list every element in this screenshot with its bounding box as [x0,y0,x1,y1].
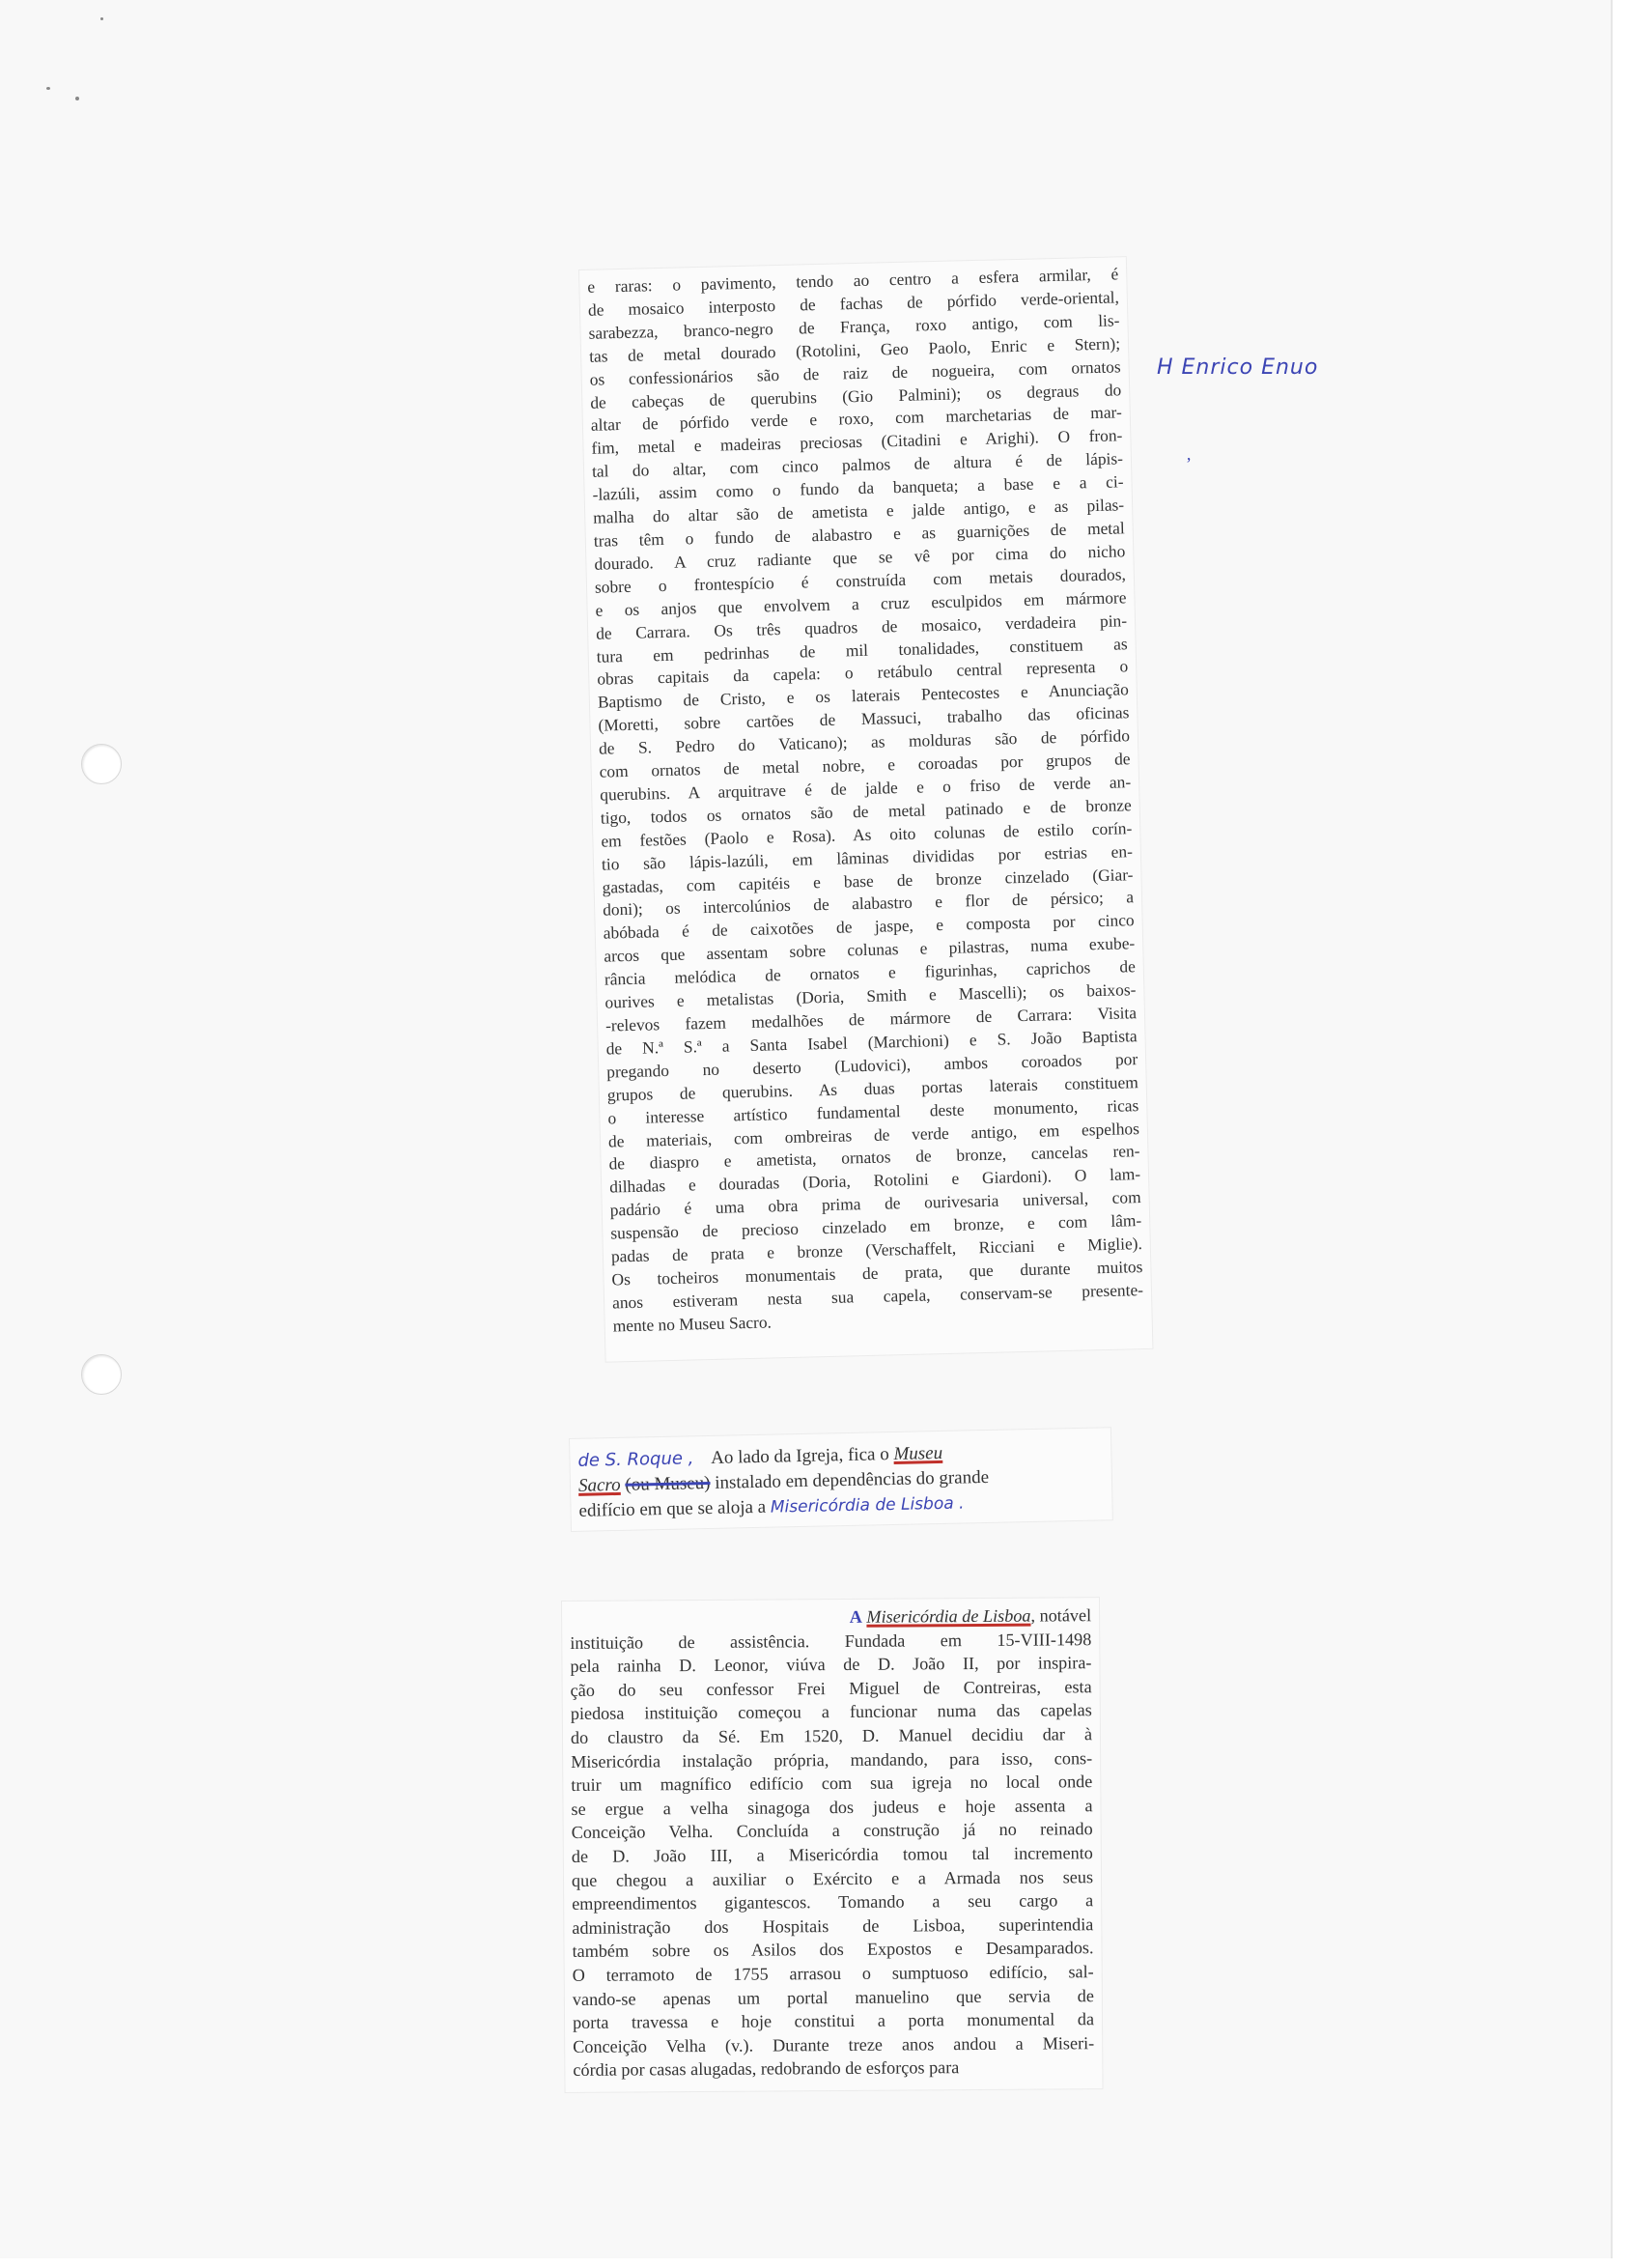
text-line: instituição de assistência. Fundada em 15-VIII-1498 [570,1629,1092,1653]
text-line: tras têm o fundo de alabastro e as guarnições de metal [593,518,1125,551]
text-line: tigo, todos os ornatos são de metal patinado e de bronze [600,795,1132,828]
text-line: porta travessa e hoje constitui a porta monumental da [572,2009,1095,2033]
text-line: altar de pórfido verde e roxo, com marchetarias de mar- [590,402,1122,436]
handwritten-insert: de S. Roque , [577,1448,694,1471]
speck [46,87,50,90]
text-line: tio são lápis-lazúli, em lâminas divididas por estrias en- [601,840,1134,874]
text-line: o interesse artístico fundamental deste monumento, ricas [607,1094,1139,1128]
text-line: suspensão de precioso cinzelado em bronze, e com lâm- [610,1210,1142,1243]
text-line: em festões (Paolo e Rosa). As oito colunas de estilo corín- [601,817,1133,851]
handwritten-insert: Misericórdia de Lisboa . [770,1493,965,1517]
text-line: piedosa instituição começou a funcionar numa das capelas [570,1700,1092,1724]
text-line: Conceição Velha (v.). Durante treze anos andou a Miseri- [573,2032,1095,2056]
museu-sacro-paragraph [577,1437,1105,1523]
text-line: Misericórdia instalação própria, mandando, para isso, cons- [571,1747,1093,1772]
handwritten-margin-note: H Enrico Enuo [1157,355,1319,380]
text-line: pregando no deserto (Ludovici), ambos coroados por [606,1048,1138,1082]
text-line: padário é uma obra prima de ourivesaria universal, com [609,1187,1141,1220]
text-line: dilhadas e douradas (Doria, Rotolini e Giardoni). O lam- [608,1164,1141,1197]
text-line: administração dos Hospitais de Lisboa, superintendia [572,1914,1094,1938]
text-line: -lazúli, assim como o fundo da banqueta; a base e a ci- [592,471,1124,504]
text-line: anos estiveram nesta sua capela, conservam-se presente- [611,1279,1144,1313]
text-line: pela rainha D. Leonor, viúva de D. João II, por inspira- [570,1653,1092,1677]
text-line: -relevos fazem medalhões de mármore de Carrara: Visita [604,1003,1138,1035]
text-line: fim, metal e madeiras preciosas (Citadini e Arighi). O fron- [591,425,1123,459]
heading-tail: , notável [1030,1605,1092,1626]
text-line: também sobre os Asilos dos Expostos e Desamparados. [572,1938,1094,1962]
speck [100,17,103,20]
text-line: de mosaico interposto de fachas de pórfido verde-oriental, [587,287,1120,320]
text-line: grupos de querubins. As duas portas laterais constituem [606,1071,1138,1105]
pen-mark: ʼ [1186,454,1192,473]
text-line: empreendimentos gigantescos. Tomando a seu cargo a [572,1890,1094,1914]
text-line: de diaspro e ametista, ornatos de bronze, cancelas ren- [608,1141,1140,1174]
text-segment: edifício em que se aloja a [578,1496,767,1521]
text-line: malha do altar são de ametista e jalde antigo, e as pilas- [593,495,1125,527]
text-line: de D. João III, a Misericórdia tomou tal incremento [571,1843,1093,1866]
text-segment: Ao lado da Igreja, fica o [710,1444,889,1468]
clipping-misericordia [562,1598,1103,2092]
text-line: (Moretti, sobre cartões de Massuci, trabalho das oficinas [598,702,1130,735]
text-line: sarabezza, branco-negro de França, roxo antigo, com lis- [588,310,1120,343]
text-segment: instalado em dependências do grande [715,1466,990,1493]
text-line: e os anjos que envolvem a cruz esculpidos em mármore [595,586,1127,620]
clipping-chapel-description [579,257,1152,1361]
text-line: tal do altar, com cinco palmos de altura é de lápis- [591,448,1124,481]
text-line: de materiais, com ombreiras de verde antigo, em espelhos [607,1118,1140,1151]
text-line: O terramoto de 1755 arrasou o sumptuoso edifício, sal- [572,1962,1094,1985]
punch-hole-top [81,744,122,784]
text-line: e raras: o pavimento, tendo ao centro a esfera armilar, é [587,264,1119,297]
text-line: mente no Museu Sacro. [612,1312,773,1336]
text-line: abóbada é de caixotões de jaspe, e composta por cinco [603,910,1135,943]
text-line: se ergue a velha sinagoga dos judeus e hoje assenta a [571,1795,1093,1819]
text-line: ção do seu confessor Frei Miguel de Contreiras, esta [570,1676,1092,1700]
text-line: rância melódica de ornatos e figurinhas, caprichos de [604,956,1137,989]
punch-hole-bottom [81,1354,122,1395]
misericordia-title: Misericórdia de Lisboa [866,1605,1031,1627]
text-line: com ornatos de metal nobre, e coroadas por grupos de [599,749,1131,781]
text-line: gastadas, com capitéis e base de bronze cinzelado (Giar- [602,864,1134,897]
text-line: ourives e metalistas (Doria, Smith e Mascelli); os baixos- [604,979,1137,1012]
text-line: truir um magnífico edifício com sua igreja no local onde [571,1772,1093,1796]
text-line: sobre o frontespício é construída com metais dourados, [594,564,1127,597]
text-line: os confessionários são de raiz de nogueira, com ornatos [589,355,1121,389]
text-line: padas de prata e bronze (Verschaffelt, Ricciani e Miglie). [610,1233,1143,1266]
lead-letter: A [849,1606,862,1627]
text-line: do claustro da Sé. Em 1520, D. Manuel decidiu dar à [570,1724,1093,1747]
struck-text: (ou Museu) [625,1472,711,1495]
text-line: de N.ª S.ª a Santa Isabel (Marchioni) e S. João Baptista [605,1026,1138,1059]
text-line: tura em pedrinhas de mil tonalidades, constituem as [596,633,1128,666]
text-line: Os tocheiros monumentais de prata, que durante muitos [611,1257,1143,1290]
museu-word: Museu [893,1442,943,1464]
misericordia-body [570,1628,1094,2083]
misericordia-heading-line [570,1603,1091,1630]
text-line: Baptismo de Cristo, e os laterais Pentecostes e Anunciação [597,679,1130,712]
sacro-word: Sacro [577,1474,621,1496]
text-line: arcos que assentam sobre colunas e pilastras, numa exube- [604,933,1136,966]
text-line: de S. Pedro do Vaticano); as molduras são de pórfido [598,725,1131,758]
clipping-museu-sacro [570,1428,1112,1531]
text-line: de cabeças de querubins (Gio Palmini); os degraus do [590,379,1122,412]
text-line: de Carrara. Os três quadros de mosaico, verdadeira pin- [595,610,1128,643]
speck [75,97,79,100]
text-line: Conceição Velha. Concluída a construção já no reinado [571,1819,1093,1843]
text-line: dourado. A cruz radiante que se vê por cima do nicho [594,541,1126,574]
text-line: vando-se apenas um portal manuelino que servia de [572,1985,1094,2009]
text-line: querubins. A arquitrave é de jalde e o friso de verde an- [600,772,1132,805]
text-line: que chegou a auxiliar o Exército e a Armada nos seus [571,1866,1094,1890]
text-line: tas de metal dourado (Rotolini, Geo Paolo, Enric e Stern); [588,333,1121,366]
text-line: doni); os intercolúnios de alabastro e flor de pérsico; a [602,887,1135,921]
text-line: córdia por casas alugadas, redobrando de esforços para [573,2057,960,2081]
text-line: obras capitais da capela: o retábulo central representa o [597,656,1129,690]
